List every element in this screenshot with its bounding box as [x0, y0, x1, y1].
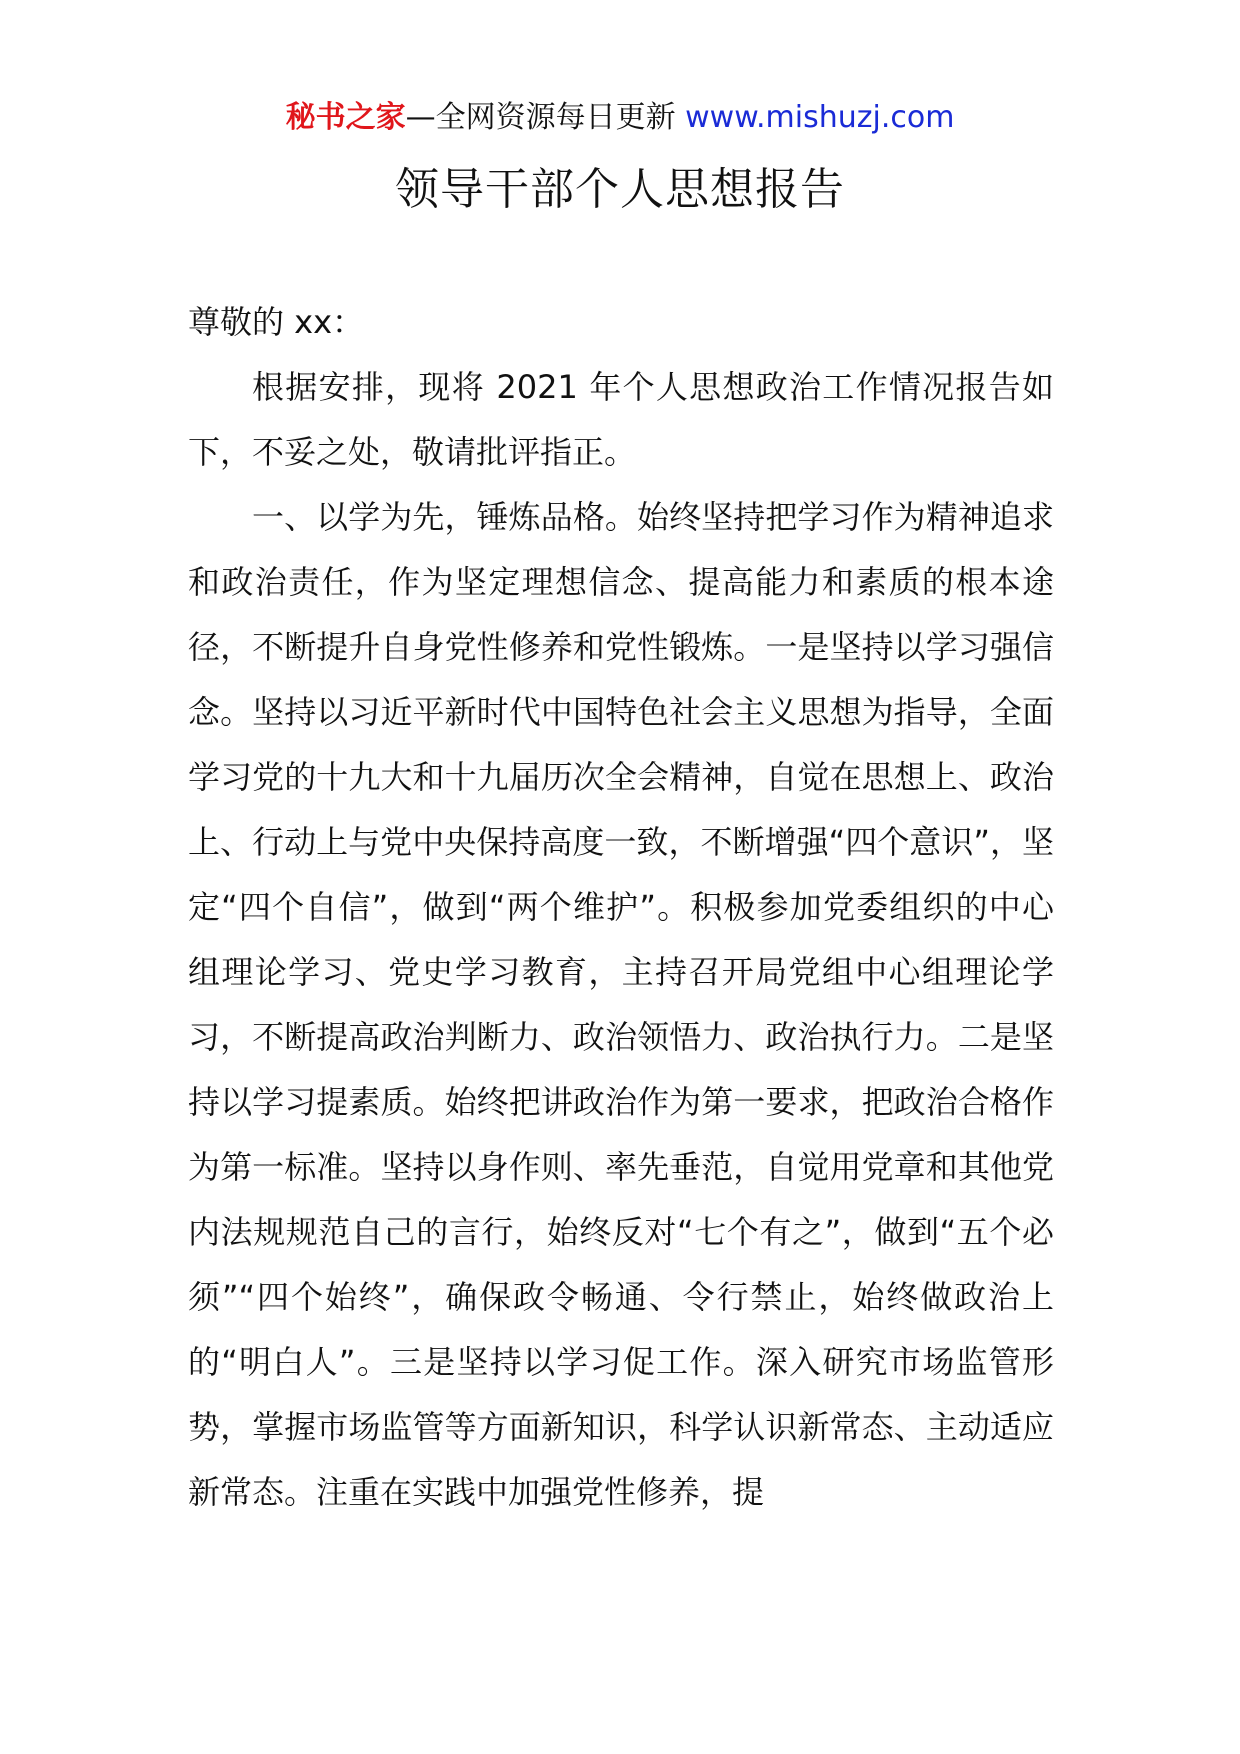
banner-tagline: —全网资源每日更新 — [405, 100, 676, 135]
brand-name: 秘书之家 — [285, 100, 406, 135]
paragraph-intro: 根据安排，现将 2021 年个人思想政治工作情况报告如下，不妥之处，敬请批评指正。 — [188, 368, 1054, 471]
salutation: 尊敬的 xx： — [188, 303, 365, 341]
document-title: 领导干部个人思想报告 — [395, 164, 845, 215]
site-url-link[interactable]: www.mishuzj.com — [685, 100, 955, 135]
document-body — [188, 290, 1054, 1525]
paragraph-section-one: 一、以学为先，锤炼品格。始终坚持把学习作为精神追求和政治责任，作为坚定理想信念、提高能力和素质的根本途径，不断提升自身党性修养和党性锻炼。一是坚持以学习强信念。坚持以习近平新时代中国特色社会主义思想为指导，全面学习党的十九大和十九届历次全会精神，自觉在思想上、政治上、行动上与党中央保持高度一致，不断增强“四个意识”，坚定“四个自信”，做到“两个维护”。积极参加党委组织的中心组理论学习、党史学习教育，主持召开局党组中心组理论学习，不断提高政治判断力、政治领悟力、政治执行力。二是坚持以学习提素质。始终把讲政治作为第一要求，把政治合格作为第一标准。坚持以身作则、率先垂范，自觉用党章和其他党内法规规范自己的言行，始终反对“七个有之”，做到“五个必须”“四个始终”，确保政令畅通、令行禁止，始终做政治上的“明白人”。三是坚持以学习促工作。深入研究市场监管形势，掌握市场监管等方面新知识，科学认识新常态、主动适应新常态。注重在实践中加强党性修养，提 — [188, 498, 1054, 1511]
site-banner — [0, 98, 1240, 138]
